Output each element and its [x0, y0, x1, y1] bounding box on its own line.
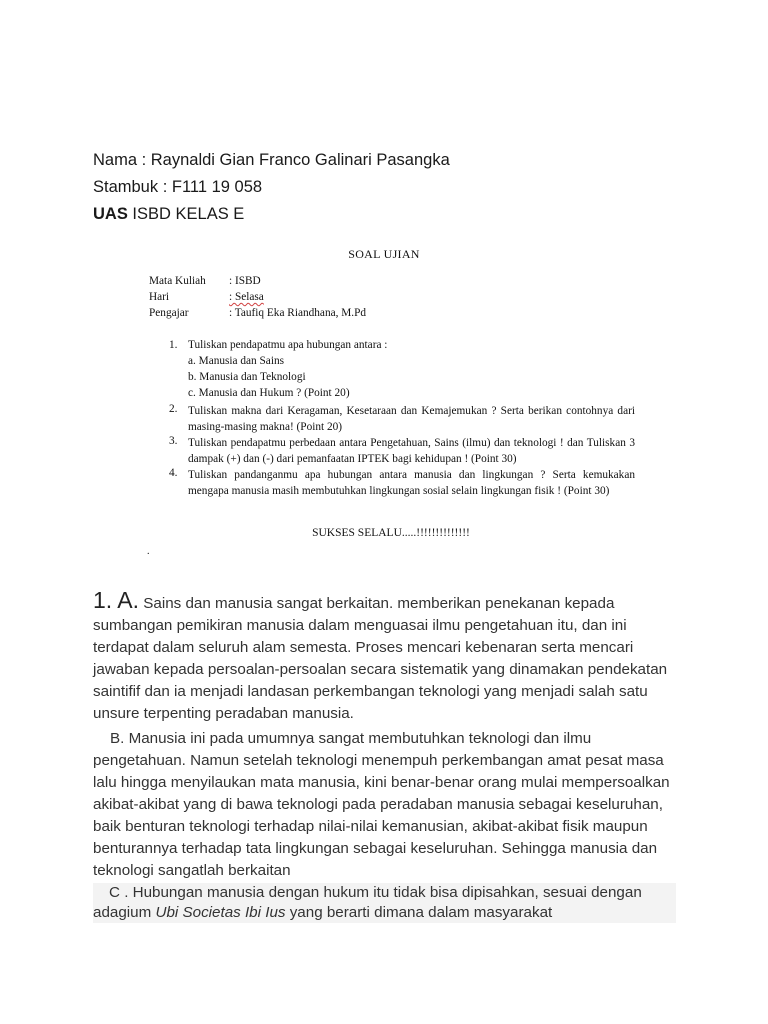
class-label: ISBD KELAS E	[127, 205, 245, 223]
question-3-text: Tuliskan pendapatmu perbedaan antara Pengetahuan, Sains (ilmu) dan teknologi ! dan Tuliskan 3 dampak (+) dan (-) dari pemanfaatan IPTEK bagi kehidupan ! (Point 30)	[188, 437, 635, 465]
question-1c: c. Manusia dan Hukum ? (Point 20)	[188, 387, 350, 399]
question-4-text: Tuliskan pandanganmu apa hubungan antara manusia dan lingkungan ? Serta kemukakan mengapa manusia masih membutuhkan lingkungan sosial selain lingkungan fisik ! (Point 30)	[188, 469, 635, 497]
question-4-number: 4.	[169, 467, 178, 479]
meta-course-key: Mata Kuliah	[149, 275, 206, 287]
question-1-text: Tuliskan pendapatmu apa hubungan antara :	[188, 339, 388, 351]
meta-day-value: : Selasa	[229, 291, 264, 303]
question-1-number: 1.	[169, 339, 178, 351]
student-name: Nama : Raynaldi Gian Franco Galinari Pasangka	[93, 151, 450, 169]
uas-label: UAS	[93, 205, 128, 223]
answer-1c-adagium: Ubi Societas Ibi Ius	[155, 904, 286, 921]
question-2-text: Tuliskan makna dari Keragaman, Kesetaraan dan Kemajemukan ? Serta berikan contohnya dari masing-masing makna! (Point 20)	[188, 405, 635, 433]
answer-1a	[93, 589, 675, 725]
question-1b: b. Manusia dan Teknologi	[188, 371, 306, 383]
answer-1c	[93, 883, 676, 923]
stray-mark: .	[147, 546, 150, 557]
question-3-number: 3.	[169, 435, 178, 447]
exam-class-line	[93, 205, 244, 224]
meta-day-key: Hari	[149, 291, 170, 303]
answer-1b: B. Manusia ini pada umumnya sangat membutuhkan teknologi dan ilmu pengetahuan. Namun setelah teknologi menempuh perkembangan amat pesat masa lalu hingga menyilaukan mata manusia, kini benar-benar orang mulai mempersoalkan akibat-akibat yang di bawa teknologi pada peradaban manusia sebagai keseluruhan, baik benturan teknologi terhadap nilai-nilai kemanusian, akibat-akibat fisik maupun benturannya terhadap tata lingkungan sebagai keseluruhan. Sehingga manusia dan teknologi sangatlah berkaitan	[93, 730, 670, 879]
answer-1c-lead: C	[109, 884, 120, 901]
answer-1a-marker: 1. A.	[93, 587, 140, 613]
answer-1a-text: Sains dan manusia sangat berkaitan. memberikan penekanan kepada sumbangan pemikiran manusia dalam menguasai ilmu pengetahuan itu, dan ini terdapat dalam seluruh alam semesta. Proses mencari kebenaran serta mencari jawaban kepada persoalan-persoalan secara sistematik yang dinamakan pendekatan saintifif dan ia menjadi landasan perkembangan teknologi yang menjadi salah satu unsure terpenting peradaban manusia.	[93, 595, 668, 722]
meta-teacher-key: Pengajar	[149, 307, 189, 319]
exam-closing: SUKSES SELALU.....!!!!!!!!!!!!!!	[312, 527, 470, 539]
answer-1c-text-2: yang berarti dimana dalam masyarakat	[285, 904, 553, 921]
student-id: Stambuk : F111 19 058	[93, 178, 263, 196]
meta-course-value: : ISBD	[229, 275, 261, 287]
question-2-number: 2.	[169, 403, 178, 415]
answer-1c-text-1: . Hubungan manusia dengan hukum itu tidak bisa dipisahkan, sesuai dengan adagium	[93, 884, 642, 921]
question-1a: a. Manusia dan Sains	[188, 355, 285, 367]
meta-teacher-value: : Taufiq Eka Riandhana, M.Pd	[229, 307, 367, 319]
exam-title: SOAL UJIAN	[348, 247, 420, 261]
